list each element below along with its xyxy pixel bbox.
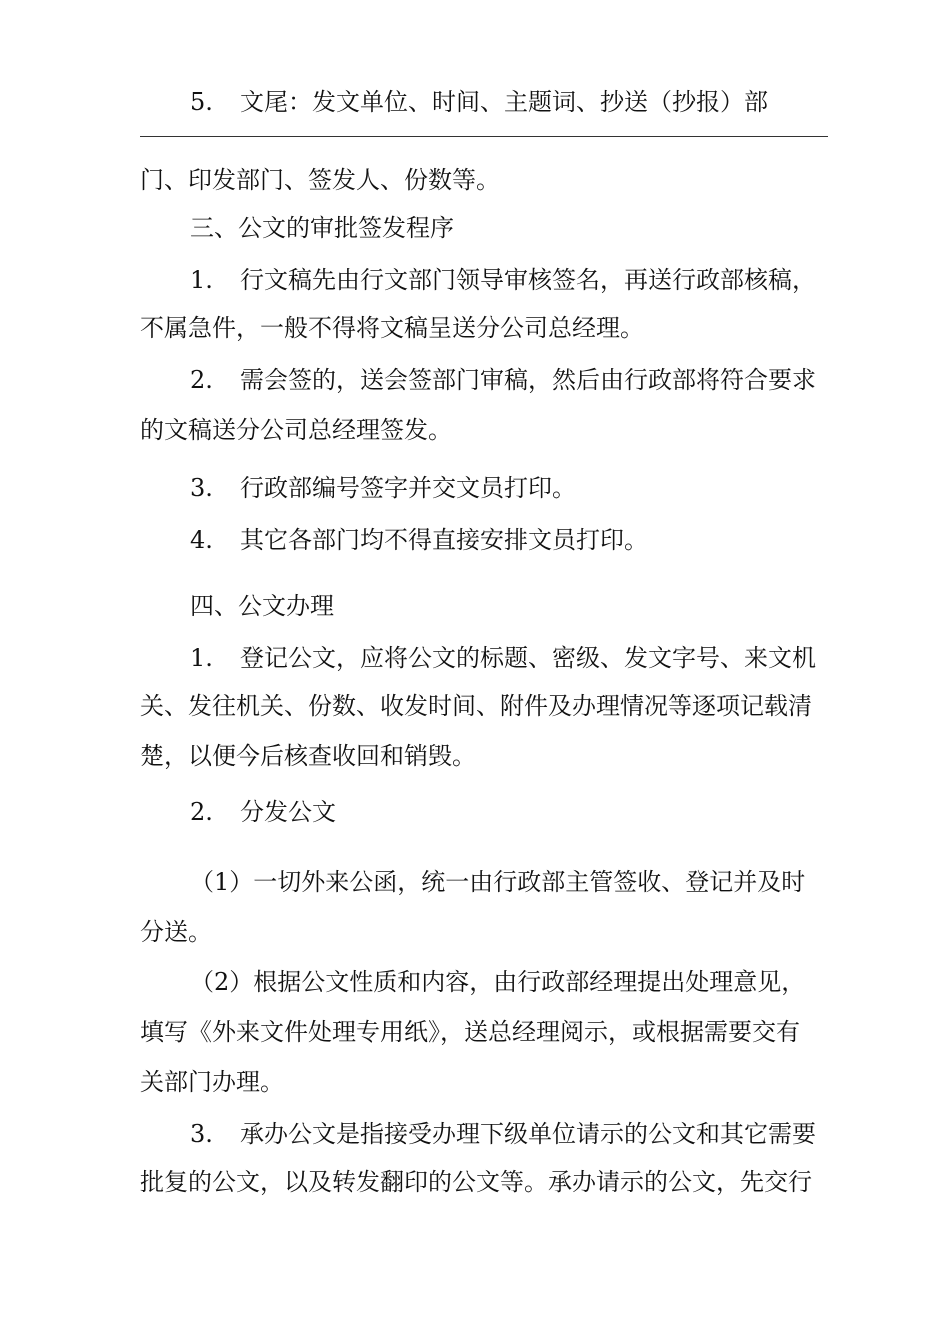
item-text: 登记公文，应将公文的标题、密级、发文字号、来文机 <box>240 644 816 672</box>
sub-item: （2）根据公文性质和内容，由行政部经理提出处理意见， <box>190 968 806 996</box>
paragraph-line: 关、发往机关、份数、收发时间、附件及办理情况等逐项记载清 <box>140 692 812 720</box>
item-text: 需会签的，送会签部门审稿，然后由行政部将符合要求 <box>240 366 816 394</box>
list-item <box>190 644 830 672</box>
paragraph-line: 填写《外来文件处理专用纸》，送总经理阅示，或根据需要交有 <box>140 1018 800 1046</box>
item-number: 1. <box>190 644 213 672</box>
header-divider <box>140 136 828 137</box>
paragraph-line: 关部门办理。 <box>140 1068 284 1096</box>
item-text: 分发公文 <box>240 798 336 826</box>
item-number: 2. <box>190 798 213 826</box>
item-number: 4. <box>190 526 213 554</box>
list-item <box>190 1120 830 1148</box>
item-text: 承办公文是指接受办理下级单位请示的公文和其它需要 <box>240 1120 816 1148</box>
item-text: 文尾：发文单位、时间、主题词、抄送（抄报）部 <box>240 88 768 116</box>
item-number: 2. <box>190 366 213 394</box>
paragraph-line: 批复的公文，以及转发翻印的公文等。承办请示的公文，先交行 <box>140 1168 812 1196</box>
item-text: 行政部编号签字并交文员打印。 <box>240 474 576 502</box>
item-number: 1. <box>190 266 213 294</box>
paragraph-line: 分送。 <box>140 918 212 946</box>
paragraph-line: 楚，以便今后核查收回和销毁。 <box>140 742 476 770</box>
list-item <box>190 474 830 502</box>
paragraph-line: 的文稿送分公司总经理签发。 <box>140 416 452 444</box>
item-number: 3. <box>190 474 213 502</box>
item-number: 3. <box>190 1120 213 1148</box>
list-item <box>190 526 830 554</box>
list-item <box>190 88 830 116</box>
list-item <box>190 798 830 826</box>
section-heading: 三、公文的审批签发程序 <box>190 214 454 242</box>
item-text: 行文稿先由行文部门领导审核签名，再送行政部核稿， <box>240 266 816 294</box>
item-number: 5. <box>190 88 213 116</box>
sub-item: （1）一切外来公函，统一由行政部主管签收、登记并及时 <box>190 868 806 896</box>
paragraph-line: 不属急件，一般不得将文稿呈送分公司总经理。 <box>140 314 644 342</box>
section-heading: 四、公文办理 <box>190 592 334 620</box>
list-item <box>190 366 830 394</box>
list-item <box>190 266 830 294</box>
paragraph-line: 门、印发部门、签发人、份数等。 <box>140 166 500 194</box>
item-text: 其它各部门均不得直接安排文员打印。 <box>240 526 648 554</box>
